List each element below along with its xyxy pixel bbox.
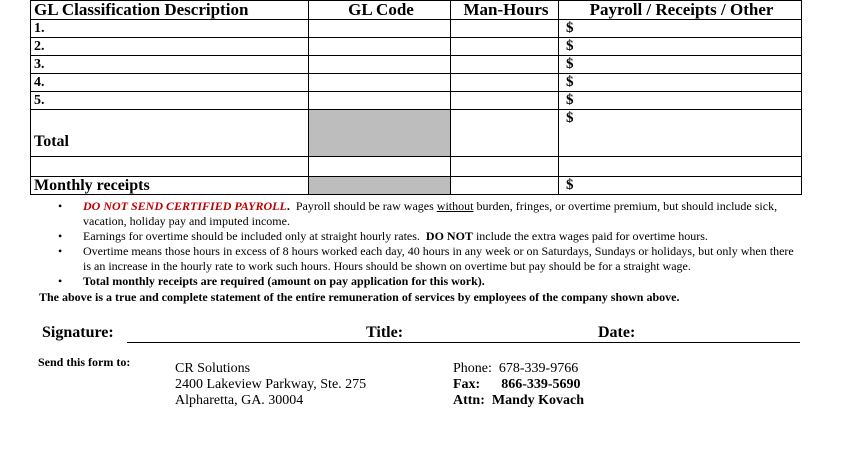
date-label: Date: [598, 324, 636, 341]
table-row [31, 38, 802, 56]
attention-line: Attn: Mandy Kovach [453, 393, 585, 408]
payroll-cell[interactable]: $ [559, 20, 802, 38]
gl-code-cell[interactable] [309, 20, 451, 38]
man-hours-cell[interactable] [451, 56, 559, 74]
total-gl-code-shaded [309, 110, 451, 157]
total-row [31, 110, 802, 157]
table-row [31, 92, 802, 110]
note-bold: DO NOT [425, 229, 473, 243]
note-text: Overtime means those hours in excess of 8 hours worked each day, 40 hours in any week or on Saturdays, Sundays or holidays, but only when there is an increase in the hourly rate to work such hours. Hours should be shown on overtime but pay should be for a straight wage. [83, 244, 794, 273]
monthly-receipts-row [31, 177, 802, 195]
bullet-icon: • [58, 244, 63, 258]
total-man-hours-cell[interactable] [451, 110, 559, 157]
table-header-row [31, 1, 802, 20]
gl-code-cell[interactable] [309, 38, 451, 56]
man-hours-cell[interactable] [451, 92, 559, 110]
gl-code-cell[interactable] [309, 56, 451, 74]
payroll-cell[interactable]: $ [559, 38, 802, 56]
payroll-cell[interactable]: $ [559, 74, 802, 92]
bullet-icon: • [58, 229, 63, 243]
man-hours-cell[interactable] [451, 20, 559, 38]
send-form-label: Send this form to: [38, 355, 131, 369]
bullet-icon: • [58, 274, 63, 288]
list-item [48, 244, 800, 274]
table-row [31, 56, 802, 74]
signature-line[interactable] [127, 342, 800, 343]
phone-number: Phone: 678-339-9766 [453, 361, 579, 376]
fax-number: Fax: 866-339-5690 [453, 377, 581, 392]
warning-period: . [286, 199, 290, 213]
total-payroll-cell[interactable]: $ [559, 110, 802, 157]
spacer-cell [451, 157, 559, 177]
payroll-cell[interactable]: $ [559, 92, 802, 110]
bullet-icon: • [58, 199, 63, 213]
instructions-list [48, 199, 800, 289]
spacer-cell [31, 157, 309, 177]
spacer-cell [559, 157, 802, 177]
list-item [48, 274, 800, 289]
header-gl-classification: GL Classification Description [31, 1, 309, 20]
monthly-receipts-cell[interactable]: $ [559, 177, 802, 195]
note-text: burden, fringes, or overtime premium, but should include sick, vacation, holiday pay and imputed income. [83, 199, 778, 228]
row-label: 5. [31, 92, 309, 110]
header-gl-code: GL Code [309, 1, 451, 20]
street-address: 2400 Lakeview Parkway, Ste. 275 [175, 377, 367, 392]
contact-info [453, 361, 584, 409]
header-man-hours: Man-Hours [451, 1, 559, 20]
company-name: CR Solutions [175, 361, 251, 376]
gl-code-cell[interactable] [309, 92, 451, 110]
list-item [48, 199, 800, 229]
man-hours-cell[interactable] [451, 38, 559, 56]
gl-code-cell[interactable] [309, 74, 451, 92]
row-label: 2. [31, 38, 309, 56]
monthly-man-hours-cell[interactable] [451, 177, 559, 195]
note-text: Earnings for overtime should be included only at straight hourly rates. [83, 229, 420, 243]
monthly-receipts-label: Monthly receipts [31, 177, 309, 195]
certified-payroll-warning: DO NOT SEND CERTIFIED PAYROLL [83, 199, 287, 213]
title-label: Title: [366, 324, 404, 341]
note-text: include the extra wages paid for overtime hours. [475, 229, 708, 243]
gl-classification-table [30, 0, 802, 195]
row-label: 1. [31, 20, 309, 38]
header-payroll: Payroll / Receipts / Other [559, 1, 802, 20]
row-label: 3. [31, 56, 309, 74]
total-label: Total [31, 110, 309, 157]
note-underlined: without [436, 199, 474, 213]
certification-statement: The above is a true and complete statement of the entire remuneration of services by employees of the company shown above. [39, 290, 680, 304]
payroll-cell[interactable]: $ [559, 56, 802, 74]
table-row [31, 20, 802, 38]
monthly-gl-code-shaded [309, 177, 451, 195]
spacer-cell [309, 157, 451, 177]
row-label: 4. [31, 74, 309, 92]
signature-label: Signature: [42, 324, 114, 341]
spacer-row [31, 157, 802, 177]
table-row [31, 74, 802, 92]
note-bold: Total monthly receipts are required (amount on pay application for this work). [83, 274, 485, 288]
list-item [48, 229, 800, 244]
man-hours-cell[interactable] [451, 74, 559, 92]
mailing-address [175, 361, 366, 409]
city-state-zip: Alpharetta, GA. 30004 [175, 393, 304, 408]
note-text: Payroll should be raw wages [295, 199, 434, 213]
